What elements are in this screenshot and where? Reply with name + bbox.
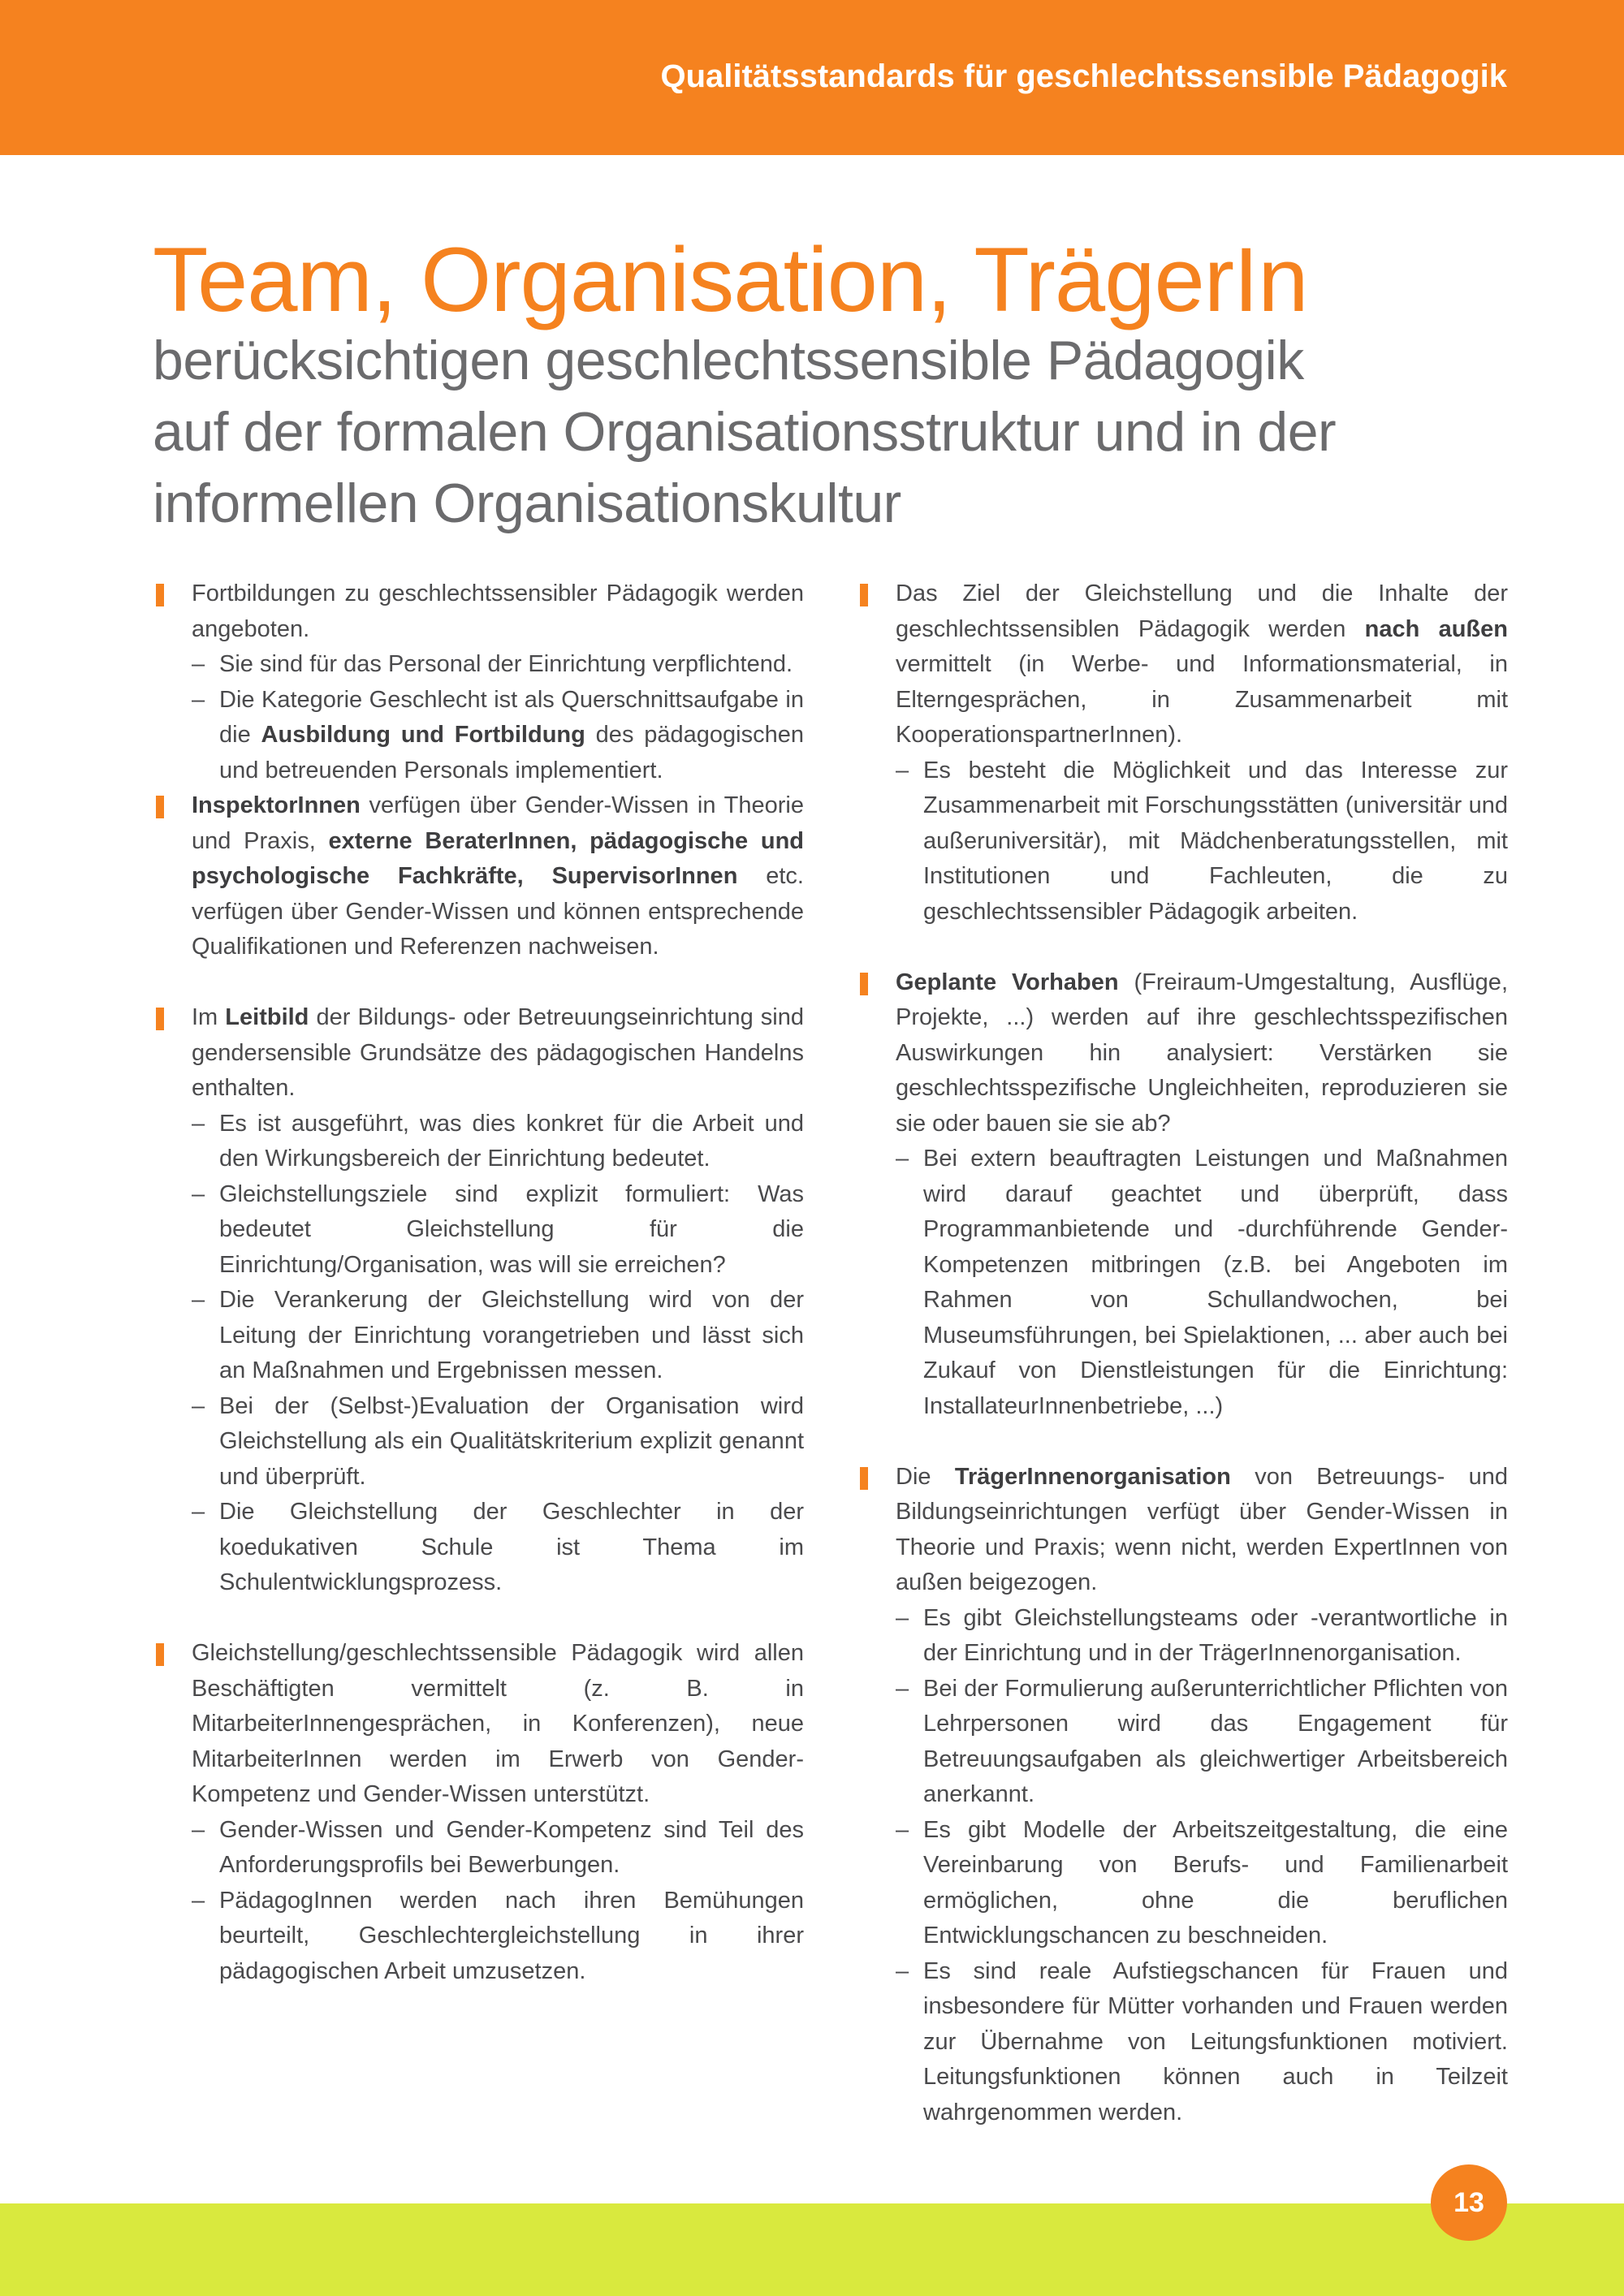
sub-item — [192, 1283, 804, 1389]
dash-icon: – — [192, 1110, 205, 1137]
sub-item — [896, 1813, 1508, 1954]
emphasis: TrägerInnenorganisation — [954, 1463, 1231, 1490]
dash-icon: – — [192, 1887, 205, 1914]
sub-item — [192, 1389, 804, 1495]
sub-item-text: Gleichstellungsziele sind explizit formuliert: Was bedeutet Gleichstellung für die Einrichtung/Organisation, was will sie erreichen? — [219, 1180, 804, 1278]
subtitle-line: berücksichtigen geschlechtssensible Pädagogik — [153, 330, 1304, 391]
header-title: Qualitätsstandards für geschlechtssensible Pädagogik — [660, 58, 1507, 94]
paragraph: Fortbildungen zu geschlechtssensibler Pädagogik werden angeboten. — [192, 580, 804, 642]
bullet-marker — [860, 584, 868, 606]
header-bar — [0, 0, 1624, 155]
bullet-marker — [156, 1643, 164, 1666]
bullet-block-fortbildungen — [153, 576, 804, 788]
sub-item-text: Die Kategorie Geschlecht ist als Querschnittsaufgabe in die — [219, 686, 804, 748]
paragraph: InspektorInnen verfügen über Gender-Wissen in Theorie und Praxis, externe BeraterInnen, pädagogische und psychologische Fachkräfte, SupervisorInnen etc. verfügen über Gender-Wissen und können entsprechende Qualifikationen und Referenzen nachweisen. — [192, 792, 804, 960]
page-title: Team, Organisation, TrägerIn — [153, 229, 1308, 330]
footer-bar — [0, 2203, 1624, 2296]
bullet-block-gleichstellung — [153, 1636, 804, 1989]
dash-icon: – — [192, 1287, 205, 1313]
dash-icon: – — [896, 1604, 909, 1631]
sub-item-text: Bei extern beauftragten Leistungen und Maßnahmen wird darauf geachtet und überprüft, dass Programmanbietende und -durchführende Gender-Kompetenzen mitbringen (z.B. bei Angeboten im Rahmen von Schullandwochen, bei Museumsführungen, bei Spielaktionen, ... aber auch bei Zukauf von Dienstleistungen für die Einrichtung: InstallateurInnenbetriebe, ...) — [923, 1146, 1508, 1419]
bullet-marker — [156, 796, 164, 818]
subtitle-line: informellen Organisationskultur — [153, 473, 901, 534]
dash-icon: – — [192, 1499, 205, 1525]
sub-item — [192, 1884, 804, 1990]
sub-item — [192, 1107, 804, 1177]
emphasis: nach außen — [1364, 615, 1508, 642]
paragraph: Geplante Vorhaben (Freiraum-Umgestaltung, Ausflüge, Projekte, ...) werden auf ihre geschlechtsspezifischen Auswirkungen hin analysiert: Verstärken sie geschlechtsspezifische Ungleichheiten, reproduzieren sie sie oder bauen sie sie ab? — [896, 969, 1508, 1137]
sub-item — [192, 647, 804, 683]
sub-item-text: Es gibt Modelle der Arbeitszeitgestaltung, die eine Vereinbarung von Berufs- und Familienarbeit ermöglichen, ohne die beruflichen Entwicklungschancen zu beschneiden. — [923, 1816, 1508, 1949]
dash-icon: – — [192, 686, 205, 713]
sub-item-text: Es gibt Gleichstellungsteams oder -verantwortliche in der Einrichtung und in der TrägerInnenorganisation. — [923, 1604, 1508, 1666]
sub-item — [896, 1142, 1508, 1424]
sub-item-text: Es ist ausgeführt, was dies konkret für die Arbeit und den Wirkungsbereich der Einrichtung bedeutet. — [219, 1110, 804, 1172]
dash-icon: – — [896, 1146, 909, 1172]
bullet-block-nach-aussen — [857, 576, 1508, 930]
dash-icon: – — [896, 1675, 909, 1702]
emphasis: InspektorInnen — [192, 792, 361, 818]
bullet-block-inspektorinnen — [153, 788, 804, 965]
bullet-block-vorhaben — [857, 965, 1508, 1425]
sub-item — [896, 1954, 1508, 2131]
sub-item-text: Gender-Wissen und Gender-Kompetenz sind Teil des Anforderungsprofils bei Bewerbungen. — [219, 1816, 804, 1878]
dash-icon: – — [192, 651, 205, 677]
sub-item-text: Es besteht die Möglichkeit und das Interesse zur Zusammenarbeit mit Forschungsstätten (universitär und außeruniversitär), mit Mädchenberatungsstellen, mit Institutionen und Fachleuten, die zu geschlechtssensibler Pädagogik arbeiten. — [923, 757, 1508, 925]
dash-icon: – — [192, 1392, 205, 1419]
bullet-block-leitbild — [153, 1000, 804, 1601]
page-number: 13 — [1431, 2164, 1507, 2241]
bullet-block-traegerinnen — [857, 1460, 1508, 2131]
sub-item — [896, 1601, 1508, 1672]
sub-item — [896, 1672, 1508, 1813]
sub-item-text: Es sind reale Aufstiegschancen für Frauen und insbesondere für Mütter vorhanden und Frauen werden zur Übernahme von Leitungsfunktionen motiviert. Leitungsfunktionen können auch in Teilzeit wahrgenommen werden. — [923, 1957, 1508, 2126]
sub-item — [192, 1495, 804, 1601]
dash-icon: – — [896, 757, 909, 783]
right-column — [857, 576, 1508, 2166]
paragraph: Die TrägerInnenorganisation von Betreuungs- und Bildungseinrichtungen verfügt über Gender-Wissen in Theorie und Praxis; wenn nicht, werden ExpertInnen von außen beigezogen. — [896, 1463, 1508, 1595]
page-subtitle — [153, 325, 1533, 539]
sub-item — [192, 683, 804, 789]
sub-item-text: PädagogInnen werden nach ihren Bemühungen beurteilt, Geschlechtergleichstellung in ihrer pädagogischen Arbeit umzusetzen. — [219, 1887, 804, 1984]
sub-item-text: Bei der (Selbst-)Evaluation der Organisation wird Gleichstellung als ein Qualitätskriterium explizit genannt und überprüft. — [219, 1392, 804, 1490]
dash-icon: – — [896, 1816, 909, 1843]
sub-item-text: Bei der Formulierung außerunterrichtlicher Pflichten von Lehrpersonen wird das Engagement für Betreuungsaufgaben als gleichwertiger Arbeitsbereich anerkannt. — [923, 1675, 1508, 1807]
sub-item-text: des pädagogischen und betreuenden Personals implementiert. — [219, 722, 804, 783]
dash-icon: – — [896, 1957, 909, 1984]
subtitle-line: auf der formalen Organisationsstruktur und in der — [153, 401, 1337, 463]
emphasis: Leitbild — [225, 1004, 309, 1030]
left-column — [153, 576, 804, 2025]
dash-icon: – — [192, 1816, 205, 1843]
paragraph: Das Ziel der Gleichstellung und die Inhalte der geschlechtssensiblen Pädagogik werden nach außen vermittelt (in Werbe- und Informationsmaterial, in Elterngesprächen, in Zusammenarbeit mit KooperationspartnerInnen). — [896, 580, 1508, 748]
sub-item-text: Sie sind für das Personal der Einrichtung verpflichtend. — [219, 651, 793, 677]
paragraph: Gleichstellung/geschlechtssensible Pädagogik wird allen Beschäftigten vermittelt (z. B. in MitarbeiterInnengesprächen, in Konferenzen), neue MitarbeiterInnen werden im Erwerb von Gender-Kompetenz und Gender-Wissen unterstützt. — [192, 1640, 804, 1807]
bullet-marker — [156, 584, 164, 606]
bullet-marker — [860, 973, 868, 995]
emphasis: externe BeraterInnen, pädagogische und psychologische Fachkräfte, SupervisorInnen — [192, 827, 804, 889]
bullet-marker — [156, 1008, 164, 1030]
sub-item — [192, 1177, 804, 1284]
sub-item — [896, 753, 1508, 930]
sub-item — [192, 1813, 804, 1884]
sub-item-text: Die Verankerung der Gleichstellung wird von der Leitung der Einrichtung vorangetrieben und lässt sich an Maßnahmen und Ergebnissen messen. — [219, 1287, 804, 1383]
paragraph: Im Leitbild der Bildungs- oder Betreuungseinrichtung sind gendersensible Grundsätze des pädagogischen Handelns enthalten. — [192, 1004, 804, 1101]
emphasis: Ausbildung und Fortbildung — [261, 722, 585, 748]
bullet-marker — [860, 1467, 868, 1490]
dash-icon: – — [192, 1180, 205, 1207]
sub-item-text: Die Gleichstellung der Geschlechter in der koedukativen Schule ist Thema im Schulentwicklungsprozess. — [219, 1499, 804, 1595]
emphasis: Geplante Vorhaben — [896, 969, 1119, 995]
